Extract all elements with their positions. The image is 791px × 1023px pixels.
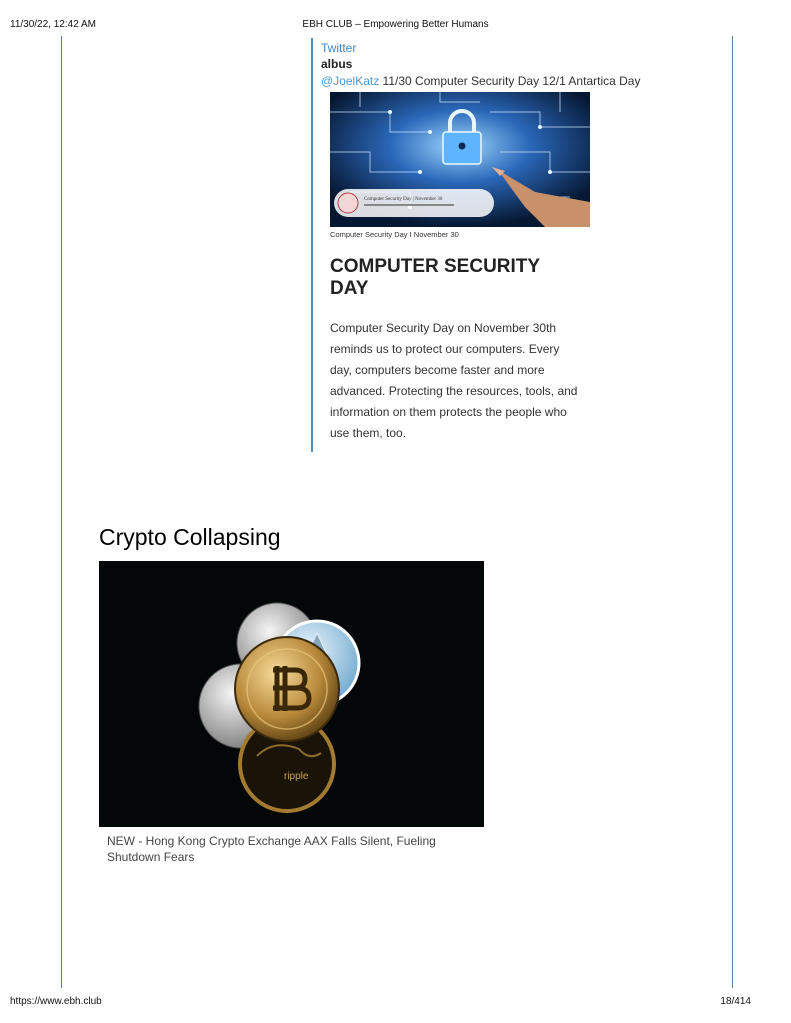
card-body: Computer Security Day on November 30th reminds us to protect our computers. Every day, computers become faster and more advanced. Protecting the resources, tools, and information on them protects the people who use them, too. [330, 321, 578, 440]
ripple-coin-label: ripple [284, 771, 309, 782]
embedded-tweet [311, 38, 673, 452]
section-heading: Crypto Collapsing [99, 524, 281, 550]
print-site-title: EBH CLUB – Empowering Better Humans [302, 19, 489, 30]
print-page-number: 18/414 [720, 996, 751, 1007]
tweet-username[interactable]: albus [321, 57, 353, 71]
tweet-message: 11/30 Computer Security Day 12/1 Antartica Day [379, 74, 641, 88]
image-banner-text: Computer Security Day | November 30 [364, 197, 443, 202]
tweet-link-card[interactable] [330, 92, 590, 452]
security-day-image [330, 92, 590, 227]
crypto-coins-image [99, 561, 484, 827]
print-url: https://www.ebh.club [10, 996, 102, 1007]
print-datetime: 11/30/22, 12:42 AM [10, 19, 96, 30]
left-border-line [61, 36, 62, 988]
card-title: COMPUTER SECURITY DAY [330, 256, 540, 299]
tweet-mention-link[interactable]: @JoelKatz [321, 74, 380, 88]
tweet-source-link[interactable]: Twitter [321, 41, 357, 55]
right-border-line [732, 36, 733, 988]
tweet-text [321, 74, 640, 88]
card-caption: Computer Security Day I November 30 [330, 230, 459, 239]
crypto-image-caption[interactable]: NEW - Hong Kong Crypto Exchange AAX Falls Silent, Fueling Shutdown Fears [107, 834, 436, 864]
